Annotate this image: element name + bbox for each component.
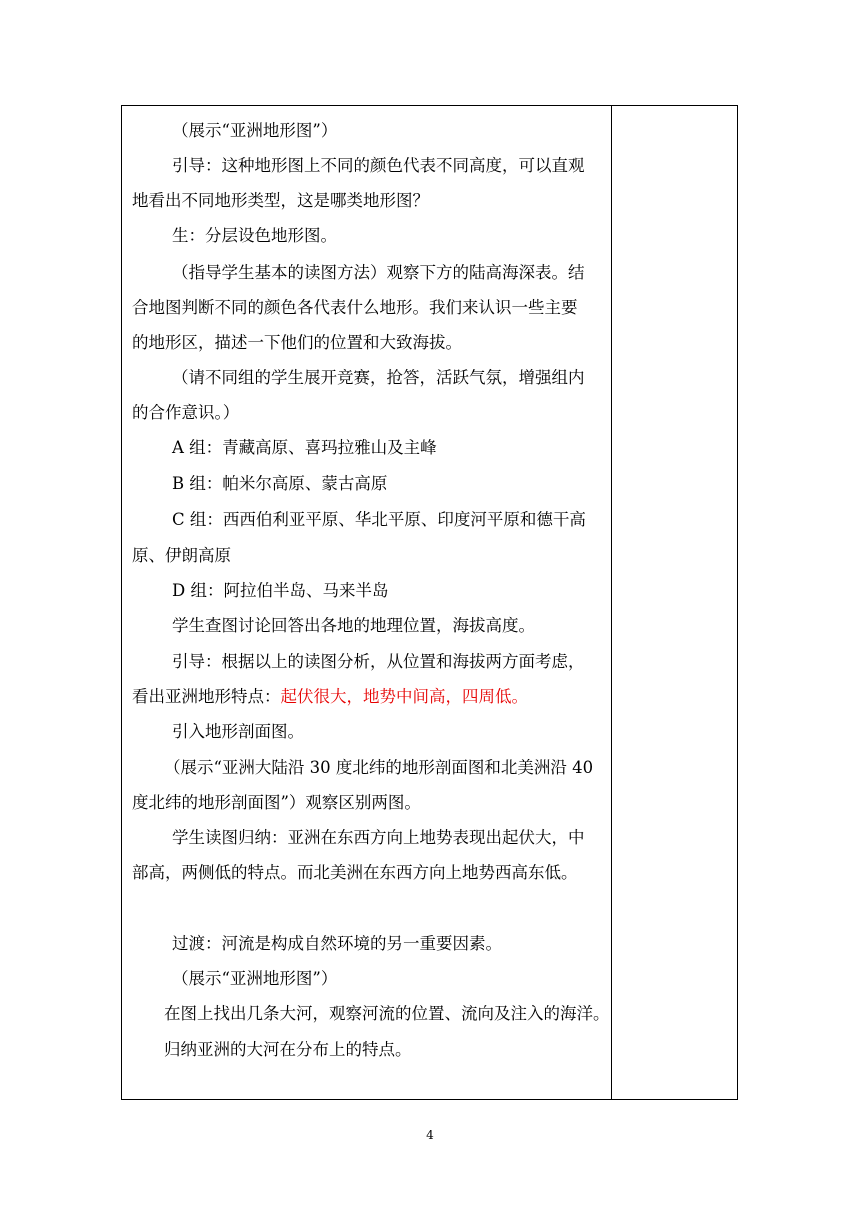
- text-line: （请不同组的学生展开竞赛，抢答，活跃气氛，增强组内: [172, 368, 585, 387]
- text-line: （展示“亚洲大陆沿 30 度北纬的地形剖面图和北美洲沿 40: [164, 758, 594, 777]
- notes-column-divider: [611, 106, 612, 1099]
- text-line: 学生查图讨论回答出各地的地理位置，海拔高度。: [172, 616, 535, 635]
- text-line: 原、伊朗高原: [132, 546, 231, 565]
- text-line: 引导：根据以上的读图分析，从位置和海拔两方面考虑，: [172, 652, 585, 671]
- text-line: （展示“亚洲地形图”）: [172, 121, 338, 140]
- text-line: 学生读图归纳：亚洲在东西方向上地势表现出起伏大，中: [172, 828, 585, 847]
- text-segment: 看出亚洲地形特点：: [132, 687, 281, 706]
- text-line: C 组：西西伯利亚平原、华北平原、印度河平原和德干高: [172, 510, 586, 529]
- text-line: （展示“亚洲地形图”）: [172, 969, 338, 988]
- text-line: 的地形区，描述一下他们的位置和大致海拔。: [132, 333, 462, 352]
- text-line: 度北纬的地形剖面图”）观察区别两图。: [132, 793, 421, 812]
- text-line: 引导：这种地形图上不同的颜色代表不同高度，可以直观: [172, 156, 585, 175]
- text-line: B 组：帕米尔高原、蒙古高原: [172, 474, 388, 493]
- lesson-content-cell: [132, 106, 610, 1099]
- text-line: 生：分层设色地形图。: [172, 226, 337, 245]
- page-number: 4: [426, 1128, 434, 1142]
- text-line: 归纳亚洲的大河在分布上的特点。: [164, 1040, 412, 1059]
- text-line: [132, 687, 528, 707]
- text-line: 在图上找出几条大河，观察河流的位置、流向及注入的海洋。: [164, 1004, 610, 1023]
- text-line: 合地图判断不同的颜色各代表什么地形。我们来认识一些主要: [132, 298, 578, 317]
- text-line: 引入地形剖面图。: [172, 722, 304, 741]
- text-line: 地看出不同地形类型，这是哪类地形图？: [132, 191, 429, 210]
- lesson-table: [121, 105, 738, 1100]
- text-line: D 组：阿拉伯半岛、马来半岛: [172, 581, 389, 600]
- text-line: 过渡：河流是构成自然环境的另一重要因素。: [172, 934, 502, 953]
- text-line: 部高，两侧低的特点。而北美洲在东西方向上地势西高东低。: [132, 863, 578, 882]
- text-line: A 组：青藏高原、喜玛拉雅山及主峰: [172, 438, 437, 457]
- highlighted-conclusion: 起伏很大，地势中间高，四周低。: [280, 687, 528, 706]
- text-line: 的合作意识。）: [132, 403, 240, 422]
- text-line: （指导学生基本的读图方法）观察下方的陆高海深表。结: [172, 263, 585, 282]
